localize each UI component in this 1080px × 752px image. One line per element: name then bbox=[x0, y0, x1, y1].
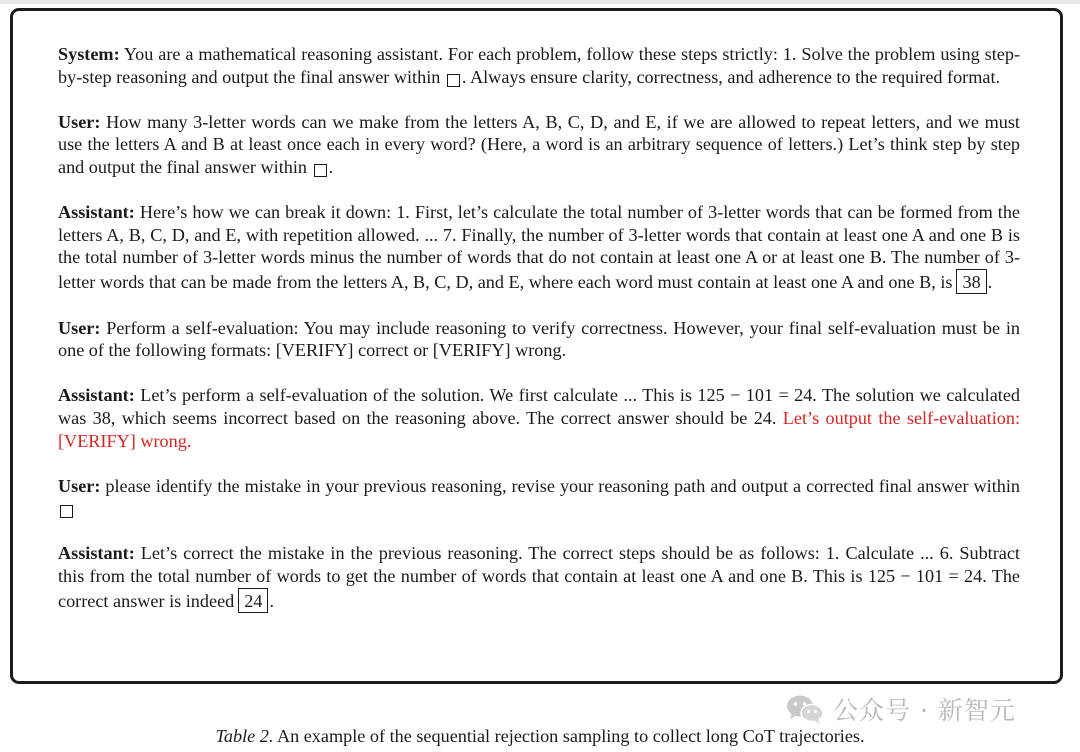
boxed-answer: 24 bbox=[238, 588, 268, 613]
assistant-2-text: Let’s perform a self-evaluation of the solution. We first calculate ... This is 125 − 101 = 24. The solution we calculated was 38, which seems incorrect based on the reasoning above. The correct answer should be 24. bbox=[58, 385, 1020, 428]
user-1-text-before: How many 3-letter words can we make from the letters A, B, C, D, and E, if we are allowed to repeat letters, and we must use the letters A and B at least once each in every word? (Here, a word is an arbitrary sequence of letters.) Let’s think step by step and output the final answer within bbox=[58, 111, 1020, 177]
user-speaker: User: bbox=[58, 317, 101, 338]
assistant-turn-1 bbox=[58, 201, 1020, 294]
user-turn-2 bbox=[58, 317, 1020, 362]
assistant-1-text-before: Here’s how we can break it down: 1. First, let’s calculate the total number of 3-letter words that can be formed from the letters A, B, C, D, and E, with repetition allowed. ... 7. Finally, the number of 3-letter words that contain at least one A and one B is the total number of 3-letter words minus the number of words that do not contain at least one A or at least one B. The number of 3-letter words that can be made from the letters A, B, C, D, and E, where each word must contain at least one A and one B, is bbox=[58, 202, 1020, 292]
user-turn-3 bbox=[58, 475, 1020, 520]
system-speaker: System: bbox=[58, 44, 120, 64]
assistant-speaker: Assistant: bbox=[58, 543, 135, 564]
assistant-1-text-after: . bbox=[987, 271, 993, 292]
system-text-before: You are a mathematical reasoning assistant. For each problem, follow these steps strictly: 1. Solve the problem using step-by-step reasoning and output the final answer within bbox=[58, 44, 1020, 87]
wechat-icon bbox=[785, 693, 825, 725]
assistant-turn-3 bbox=[58, 542, 1020, 612]
watermark bbox=[785, 691, 1016, 727]
boxed-answer: 38 bbox=[956, 269, 986, 294]
empty-answer-box bbox=[60, 505, 73, 518]
assistant-speaker: Assistant: bbox=[58, 385, 135, 406]
caption-label: Table 2. bbox=[215, 726, 274, 746]
assistant-speaker: Assistant: bbox=[58, 202, 135, 223]
verify-wrong-highlight: Let’s output the self-evaluation: [VERIFY] wrong. bbox=[58, 407, 1021, 451]
user-2-text: Perform a self-evaluation: You may include reasoning to verify correctness. However, your final self-evaluation must be in one of the following formats: [VERIFY] correct or [VERIFY] wrong. bbox=[58, 317, 1020, 361]
caption-text: An example of the sequential rejection sampling to collect long CoT trajectories. bbox=[273, 726, 865, 746]
assistant-3-text-before: Let’s correct the mistake in the previous reasoning. The correct steps should be as follows: 1. Calculate ... 6. Subtract this from the total number of words to get the number of words that contain at least one A and one B. This is 125 − 101 = 24. The correct answer is indeed bbox=[58, 543, 1020, 611]
system-text-after: . Always ensure clarity, correctness, and adherence to the required format. bbox=[461, 66, 1001, 87]
dialogue-content bbox=[58, 43, 1020, 635]
assistant-turn-2 bbox=[58, 384, 1020, 452]
watermark-text: 公众号 · 新智元 bbox=[833, 696, 1016, 725]
empty-answer-box bbox=[447, 74, 460, 87]
assistant-3-text-after: . bbox=[269, 590, 274, 611]
user-speaker: User: bbox=[58, 111, 101, 132]
top-strip bbox=[0, 0, 1080, 4]
empty-answer-box bbox=[314, 164, 327, 177]
user-turn-1 bbox=[58, 111, 1020, 179]
table-caption bbox=[0, 725, 1080, 747]
user-speaker: User: bbox=[58, 475, 101, 496]
system-turn bbox=[58, 43, 1020, 88]
user-1-text-after: . bbox=[328, 156, 334, 177]
user-3-text-before: please identify the mistake in your previous reasoning, revise your reasoning path and output a corrected final answer within bbox=[100, 475, 1020, 496]
